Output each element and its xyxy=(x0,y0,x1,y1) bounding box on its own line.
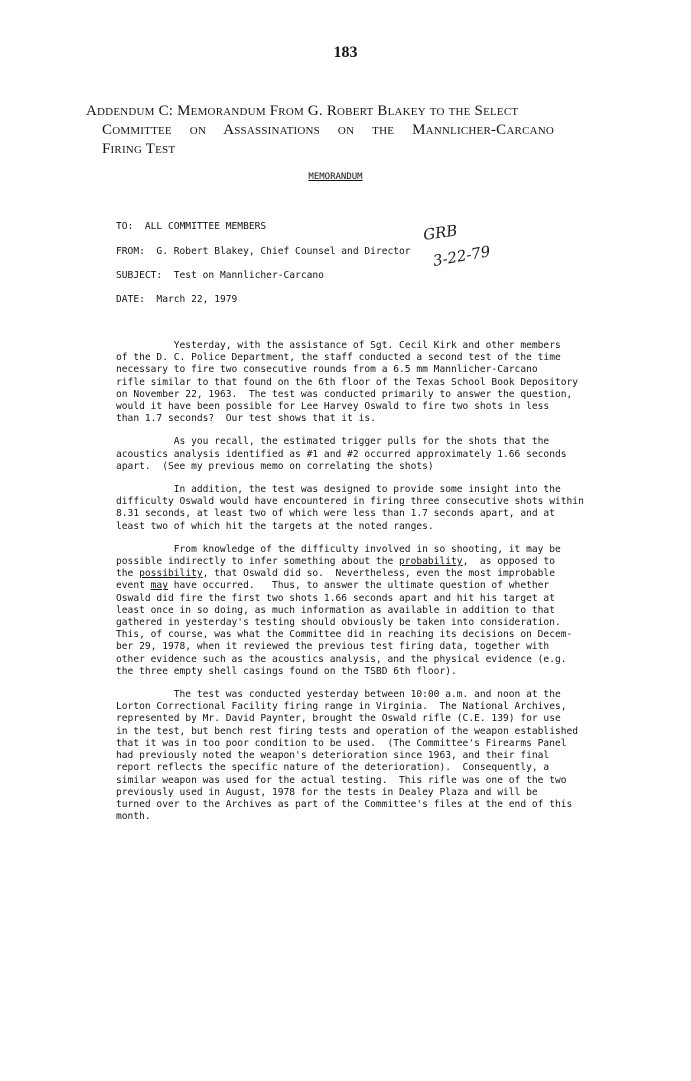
text-line: had previously noted the weapon's deterioration since 1963, and their final xyxy=(116,750,550,762)
text-line: report reflects the specific nature of the deterioration). Consequently, a xyxy=(116,762,550,774)
text-line: Oswald did fire the first two shots 1.66 seconds apart and hit his target at xyxy=(116,592,555,604)
heading-line-2: Committee on Assassinations on the Mannlicher-Carcano xyxy=(102,122,555,138)
addendum-heading xyxy=(86,102,626,159)
text-line: difficulty Oswald would have encountered in firing three consecutive shots within xyxy=(116,496,584,508)
text-line: least once in so doing, as much information as available in addition to that xyxy=(116,604,555,616)
text-line: the possibility, that Oswald did so. Nevertheless, even the most improbable xyxy=(116,568,555,580)
text-line: From knowledge of the difficulty involved in so shooting, it may be xyxy=(116,543,561,555)
heading-line-1: Addendum C: Memorandum From G. Robert Blakey to the Select xyxy=(86,103,519,119)
text-line: ber 29, 1978, when it reviewed the previous test firing data, together with xyxy=(116,641,550,653)
handwritten-date: 3-22-79 xyxy=(431,242,492,270)
text-line: event may have occurred. Thus, to answer the ultimate question of whether xyxy=(116,580,550,592)
handwritten-initials: GRB xyxy=(422,222,459,244)
text-line: previously used in August, 1978 for the tests in Dealey Plaza and will be xyxy=(116,786,538,798)
text-line: similar weapon was used for the actual testing. This rifle was one of the two xyxy=(116,774,567,786)
text-line: would it have been possible for Lee Harvey Oswald to fire two shots in less xyxy=(116,401,550,413)
text-line: represented by Mr. David Paynter, brought the Oswald rifle (C.E. 139) for use xyxy=(116,713,561,725)
text-line: month. xyxy=(116,811,151,823)
text-line: 8.31 seconds, at least two of which were less than 1.7 seconds apart, and at xyxy=(116,508,555,520)
paragraph-2 xyxy=(116,436,616,473)
text-line: in the test, but bench rest firing tests and operation of the weapon established xyxy=(116,725,579,737)
text-line: possible indirectly to infer something about the probability, as opposed to xyxy=(116,556,555,568)
memo-title: MEMORANDUM xyxy=(308,172,363,182)
text-line: rifle similar to that found on the 6th floor of the Texas School Book Depository xyxy=(116,376,579,388)
text-line: The test was conducted yesterday between 10:00 a.m. and noon at the xyxy=(116,689,561,701)
paragraph-5 xyxy=(116,689,616,823)
text-line: As you recall, the estimated trigger pulls for the shots that the xyxy=(116,436,550,448)
text-line: necessary to fire two consecutive rounds from a 6.5 mm Mannlicher-Carcano xyxy=(116,364,538,376)
handwritten-initials-signature xyxy=(418,222,528,272)
memo-date-line: DATE: March 22, 1979 xyxy=(116,294,238,305)
text-line: than 1.7 seconds? Our test shows that it is. xyxy=(116,413,376,425)
paragraph-3 xyxy=(116,484,616,533)
memo-from-line: FROM: G. Robert Blakey, Chief Counsel and Director xyxy=(116,246,411,257)
text-line: acoustics analysis identified as #1 and #2 occurred approximately 1.66 seconds xyxy=(116,448,567,460)
underlined-word-may: may xyxy=(150,580,168,592)
underlined-word-possibility: possibility xyxy=(139,568,203,580)
text-line: other evidence such as the acoustics analysis, and the physical evidence (e.g. xyxy=(116,653,567,665)
text-line: the three empty shell casings found on the TSBD 6th floor). xyxy=(116,665,457,677)
text-line: Yesterday, with the assistance of Sgt. Cecil Kirk and other members xyxy=(116,340,561,351)
memo-to-line: TO: ALL COMMITTEE MEMBERS xyxy=(116,221,267,232)
text-line: In addition, the test was designed to provide some insight into the xyxy=(116,484,561,496)
heading-line-3: Firing Test xyxy=(102,141,176,157)
text-line: Lorton Correctional Facility firing range in Virginia. The National Archives, xyxy=(116,701,567,713)
text-line: gathered in yesterday's testing should obviously be taken into consideration. xyxy=(116,617,561,629)
text-line: apart. (See my previous memo on correlating the shots) xyxy=(116,460,434,472)
text-line: on November 22, 1963. The test was conducted primarily to answer the question, xyxy=(116,388,573,400)
text-line: least two of which hit the targets at the noted ranges. xyxy=(116,520,434,532)
text-line: of the D. C. Police Department, the staff conducted a second test of the time xyxy=(116,352,561,364)
underlined-word-probability: probability xyxy=(399,556,463,568)
text-line: turned over to the Archives as part of the Committee's files at the end of this xyxy=(116,798,573,810)
paragraph-1 xyxy=(116,340,616,425)
page-number: 183 xyxy=(333,44,358,61)
memo-body xyxy=(116,340,616,834)
text-line: that it was in too poor condition to be used. (The Committee's Firearms Panel xyxy=(116,737,567,749)
text-line: This, of course, was what the Committee did in reaching its decisions on Decem- xyxy=(116,629,573,641)
paragraph-4 xyxy=(116,544,616,678)
memo-subject-line: SUBJECT: Test on Mannlicher-Carcano xyxy=(116,270,324,281)
